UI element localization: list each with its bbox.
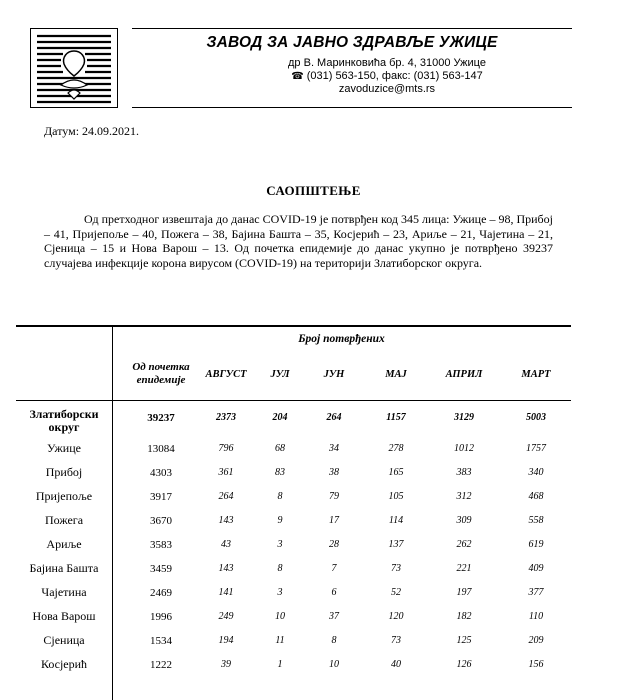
cell-month-count: 17: [329, 515, 339, 526]
cell-total-since-start: 13084: [147, 443, 175, 455]
institution-address: др В. Маринковића бр. 4, 31000 Ужице: [288, 57, 486, 69]
cell-month-count: 468: [528, 491, 544, 502]
telephone-icon: ☎: [291, 71, 304, 82]
cell-total-since-start: 1222: [150, 659, 172, 671]
cell-month-count: 409: [528, 563, 544, 574]
cell-month-count: 37: [329, 611, 339, 622]
institute-logo: [30, 28, 118, 108]
cell-month-count: 83: [275, 467, 285, 478]
cell-month-count: 73: [391, 635, 401, 646]
cell-total-since-start: 39237: [147, 412, 175, 424]
cell-month-count: 9: [277, 515, 283, 526]
cases-table: [16, 325, 571, 700]
cell-total-since-start: 1996: [150, 611, 172, 623]
cell-total-since-start: 2469: [150, 587, 172, 599]
cell-total-since-start: 3917: [150, 491, 172, 503]
cell-month-count: 264: [326, 412, 342, 423]
logo-graphic: [31, 29, 117, 107]
cell-month-count: 1757: [526, 443, 546, 454]
cell-month-count: 1012: [454, 443, 474, 454]
table-row: [16, 653, 571, 677]
cell-month-count: 141: [218, 587, 234, 598]
header-rule-bottom: [132, 107, 572, 108]
row-municipality: Ужице: [47, 441, 81, 455]
cell-month-count: 558: [528, 515, 544, 526]
cell-month-count: 10: [275, 611, 285, 622]
cell-month-count: 340: [528, 467, 544, 478]
column-header: Од почетка епидемије: [132, 361, 190, 386]
cell-month-count: 68: [275, 443, 285, 454]
cell-month-count: 194: [218, 635, 234, 646]
cell-month-count: 1157: [386, 412, 406, 423]
cell-month-count: 312: [456, 491, 472, 502]
cell-month-count: 5003: [526, 412, 546, 423]
row-municipality: Сјеница: [43, 633, 85, 647]
column-header: АВГУСТ: [205, 368, 247, 380]
cell-month-count: 28: [329, 539, 339, 550]
cell-month-count: 262: [456, 539, 472, 550]
cell-month-count: 79: [329, 491, 339, 502]
cell-month-count: 143: [218, 563, 234, 574]
table-header-rule: [16, 400, 571, 401]
table-row: [16, 437, 571, 461]
cell-month-count: 110: [528, 611, 544, 622]
cell-month-count: 264: [218, 491, 234, 502]
table-total-row: [16, 404, 571, 438]
document-date: Датум: 24.09.2021.: [44, 124, 140, 138]
cell-month-count: 40: [391, 659, 401, 670]
cell-month-count: 156: [528, 659, 544, 670]
row-municipality: Пожега: [44, 513, 84, 527]
table-row: [16, 581, 571, 605]
letterhead: [30, 28, 572, 108]
cell-month-count: 137: [388, 539, 404, 550]
cell-month-count: 182: [456, 611, 472, 622]
cell-month-count: 309: [456, 515, 472, 526]
table-row: [16, 461, 571, 485]
cell-total-since-start: 3459: [150, 563, 172, 575]
cell-month-count: 383: [456, 467, 472, 478]
cell-month-count: 10: [329, 659, 339, 670]
table-top-rule: [16, 325, 571, 327]
cell-month-count: 38: [329, 467, 339, 478]
cell-month-count: 73: [391, 563, 401, 574]
row-municipality: Прибој: [45, 465, 83, 479]
cell-month-count: 1: [277, 659, 283, 670]
cell-total-since-start: 3583: [150, 539, 172, 551]
cell-month-count: 8: [331, 635, 337, 646]
cell-month-count: 52: [391, 587, 401, 598]
cell-month-count: 796: [218, 443, 234, 454]
document-title: САОПШТЕЊЕ: [266, 183, 361, 198]
cell-month-count: 125: [456, 635, 472, 646]
cell-month-count: 619: [528, 539, 544, 550]
institution-email[interactable]: zavoduzice@mts.rs: [338, 83, 436, 95]
table-row: [16, 557, 571, 581]
cell-month-count: 8: [277, 491, 283, 502]
row-municipality: Бајина Башта: [29, 561, 99, 575]
cell-month-count: 114: [388, 515, 404, 526]
row-municipality: Чајетина: [41, 585, 87, 599]
column-header: АПРИЛ: [445, 368, 483, 380]
cell-month-count: 165: [388, 467, 404, 478]
cell-month-count: 204: [272, 412, 288, 423]
cell-month-count: 8: [277, 563, 283, 574]
cell-month-count: 7: [331, 563, 337, 574]
row-municipality: Косјерић: [40, 657, 88, 671]
cell-month-count: 43: [221, 539, 231, 550]
table-row: [16, 509, 571, 533]
column-header: ЈУН: [323, 368, 345, 380]
table-row: [16, 605, 571, 629]
cell-month-count: 6: [331, 587, 337, 598]
cell-month-count: 3: [277, 587, 283, 598]
cell-month-count: 249: [218, 611, 234, 622]
institution-name: ЗАВОД ЗА ЈАВНО ЗДРАВЉЕ УЖИЦЕ: [206, 34, 498, 51]
table-row: [16, 485, 571, 509]
institution-phone: (031) 563-150, факс: (031) 563-147: [306, 70, 483, 82]
row-municipality: Пријепоље: [35, 489, 93, 503]
column-header: МАЈ: [385, 368, 407, 380]
table-row: [16, 533, 571, 557]
row-municipality: Златиборски округ: [29, 407, 99, 434]
cell-month-count: 105: [388, 491, 404, 502]
column-header: ЈУЛ: [270, 368, 290, 380]
cell-month-count: 11: [275, 635, 285, 646]
announcement-paragraph: Од претходног извештаја до данас COVID-19 је потврђен код 345 лица: Ужице – 98, Прибој – 41, Пријепоље – 40, Пожега – 38, Бајина Башта – 35, Косјерић – 23, Ариље – 21, Чајетина – 21, Сјеница – 15 и Нова Варош – 13. Од почетка епидемије до данас укупно је потврђено 39237 случајева инфекције корона вирусом (COVID-19) на територији Златиборског округа.: [44, 212, 553, 270]
table-group-header: Број потврђених: [298, 333, 385, 345]
cell-month-count: 3129: [454, 412, 474, 423]
cell-month-count: 209: [528, 635, 544, 646]
cell-month-count: 34: [329, 443, 339, 454]
cell-month-count: 2373: [216, 412, 236, 423]
cell-month-count: 377: [528, 587, 544, 598]
table-row: [16, 629, 571, 653]
cell-month-count: 361: [218, 467, 234, 478]
row-municipality: Нова Варош: [32, 609, 96, 623]
cell-month-count: 39: [221, 659, 231, 670]
institution-contact: [202, 70, 572, 82]
cell-month-count: 120: [388, 611, 404, 622]
cell-total-since-start: 1534: [150, 635, 172, 647]
cell-month-count: 3: [277, 539, 283, 550]
cell-month-count: 197: [456, 587, 472, 598]
header-rule-top: [132, 28, 572, 29]
cell-month-count: 278: [388, 443, 404, 454]
cell-month-count: 126: [456, 659, 472, 670]
column-header: МАРТ: [521, 368, 551, 380]
cell-month-count: 221: [456, 563, 472, 574]
cell-total-since-start: 3670: [150, 515, 172, 527]
row-municipality: Ариље: [46, 537, 82, 551]
cell-total-since-start: 4303: [150, 467, 172, 479]
cell-month-count: 143: [218, 515, 234, 526]
